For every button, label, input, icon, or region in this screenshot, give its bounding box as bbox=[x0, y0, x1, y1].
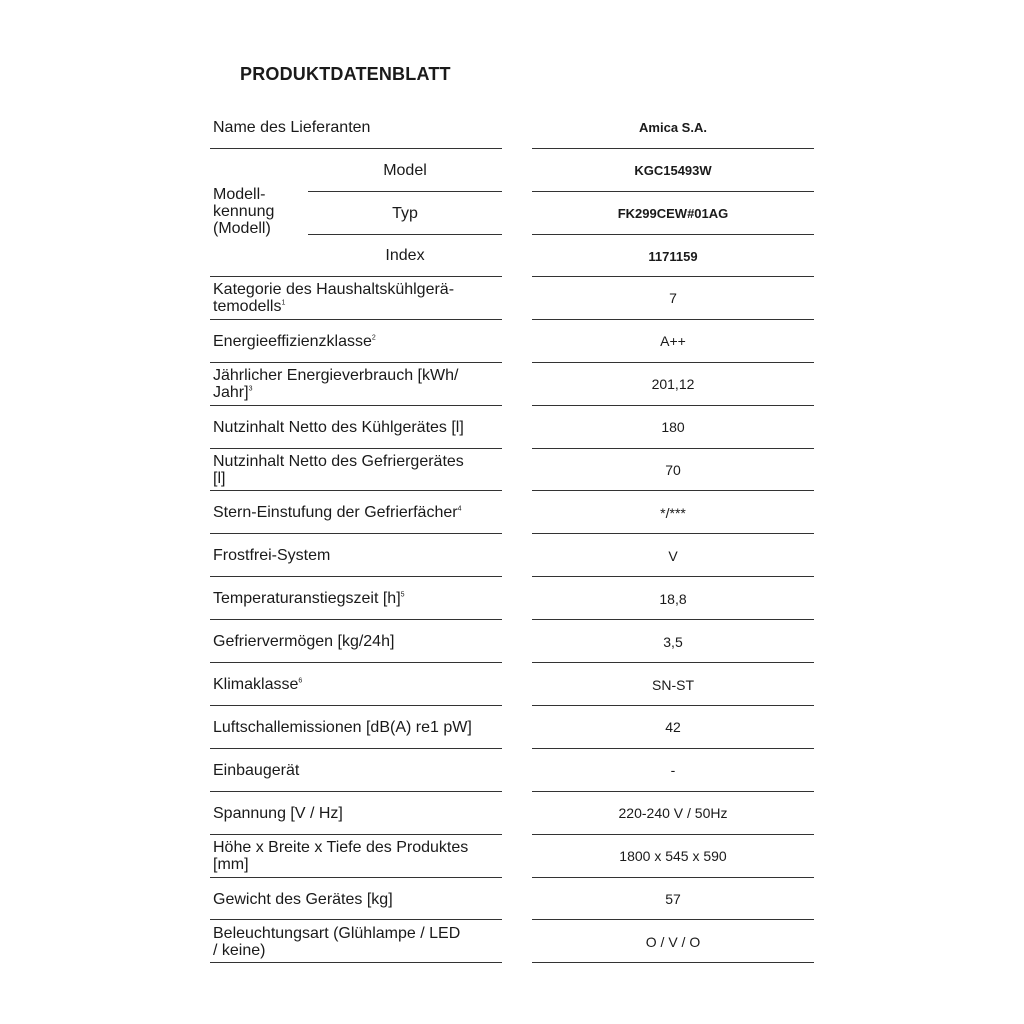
row-label-text: Energieeffizienzklasse bbox=[213, 332, 372, 350]
table-row bbox=[0, 406, 1024, 449]
table-row bbox=[0, 449, 1024, 492]
row-label bbox=[210, 878, 502, 921]
row-label bbox=[210, 363, 502, 406]
table-row bbox=[0, 363, 1024, 406]
supplier-value: Amica S.A. bbox=[639, 120, 707, 135]
table-row bbox=[0, 577, 1024, 620]
type-row bbox=[0, 192, 1024, 235]
row-value: 3,5 bbox=[663, 633, 683, 650]
row-value: O / V / O bbox=[645, 933, 701, 950]
index-label: Index bbox=[385, 247, 425, 264]
row-value: 57 bbox=[665, 891, 681, 908]
row-label-text: [mm] bbox=[213, 856, 249, 874]
row-label-text: Gefriervermögen [kg/24h] bbox=[213, 633, 395, 651]
supplier-label: Name des Lieferanten bbox=[213, 119, 371, 136]
type-label: Typ bbox=[392, 204, 418, 222]
row-label bbox=[210, 577, 502, 620]
footnote-ref: 3 bbox=[248, 385, 253, 393]
row-value: 1800 x 545 x 590 bbox=[619, 848, 727, 865]
row-label-text: Luftschallemissionen [dB(A) re1 pW] bbox=[213, 718, 472, 736]
row-label bbox=[210, 406, 502, 449]
table-row bbox=[0, 620, 1024, 663]
row-label-text: Höhe x Breite x Tiefe des Produktes bbox=[213, 839, 469, 857]
model-group-label: Modell- kennung (Modell) bbox=[213, 186, 275, 237]
row-label bbox=[210, 921, 502, 964]
row-label-text: Jahr] bbox=[213, 384, 249, 402]
footnote-ref: 4 bbox=[457, 506, 462, 514]
row-value: 18,8 bbox=[659, 590, 687, 607]
row-label-text: [l] bbox=[213, 470, 226, 488]
row-label-text: Temperaturanstiegszeit [h] bbox=[213, 590, 401, 608]
supplier-row bbox=[0, 106, 1024, 149]
model-value: KGC15493W bbox=[634, 163, 712, 178]
table-row bbox=[0, 320, 1024, 363]
table-row bbox=[0, 749, 1024, 792]
row-value: 180 bbox=[661, 419, 685, 436]
row-value: - bbox=[670, 762, 676, 779]
row-label-text: / keine) bbox=[213, 941, 266, 959]
row-label-text: Frostfrei-System bbox=[213, 547, 331, 565]
row-value: 42 bbox=[665, 719, 681, 736]
table-row bbox=[0, 663, 1024, 706]
footnote-ref: 1 bbox=[281, 300, 286, 308]
row-value: A++ bbox=[660, 333, 686, 350]
table-row bbox=[0, 921, 1024, 964]
page-title: PRODUKTDATENBLATT bbox=[240, 64, 451, 84]
row-label bbox=[210, 492, 502, 535]
row-label bbox=[210, 620, 502, 663]
table-row bbox=[0, 792, 1024, 835]
footnote-ref: 5 bbox=[400, 591, 405, 599]
row-value: SN-ST bbox=[652, 676, 694, 693]
row-label bbox=[210, 277, 502, 320]
row-label-text: Beleuchtungsart (Glühlampe / LED bbox=[213, 924, 461, 942]
row-label bbox=[210, 663, 502, 706]
index-value: 1171159 bbox=[648, 248, 698, 264]
row-label-text: Spannung [V / Hz] bbox=[213, 804, 343, 822]
row-label-text: Nutzinhalt Netto des Kühlgerätes [l] bbox=[213, 418, 464, 436]
row-label-text: temodells bbox=[213, 298, 282, 316]
table-row bbox=[0, 706, 1024, 749]
row-label-text: Nutzinhalt Netto des Gefriergerätes bbox=[213, 453, 464, 471]
table-row bbox=[0, 878, 1024, 921]
table-row bbox=[0, 534, 1024, 577]
row-label bbox=[210, 792, 502, 835]
divider bbox=[532, 962, 814, 963]
row-label-text: Klimaklasse bbox=[213, 676, 299, 694]
row-label bbox=[210, 534, 502, 577]
model-row bbox=[0, 149, 1024, 192]
row-value: 70 bbox=[665, 462, 681, 479]
table-row bbox=[0, 277, 1024, 320]
table-row bbox=[0, 492, 1024, 535]
row-value: */*** bbox=[660, 504, 686, 521]
row-label-text: Stern-Einstufung der Gefrierfächer bbox=[213, 504, 458, 522]
type-value: FK299CEW#01AG bbox=[617, 206, 729, 221]
row-label bbox=[210, 835, 502, 878]
table-row bbox=[0, 835, 1024, 878]
row-label-text: Einbaugerät bbox=[213, 761, 300, 779]
row-label-text: Gewicht des Gerätes [kg] bbox=[213, 890, 393, 908]
index-row bbox=[0, 235, 1024, 277]
row-value: 220-240 V / 50Hz bbox=[618, 805, 728, 822]
row-label bbox=[210, 749, 502, 792]
footnote-ref: 2 bbox=[371, 334, 376, 342]
row-value: 7 bbox=[669, 290, 677, 307]
row-label-text: Jährlicher Energieverbrauch [kWh/ bbox=[213, 367, 459, 385]
row-label bbox=[210, 320, 502, 363]
row-label bbox=[210, 449, 502, 492]
row-label-text: Kategorie des Haushaltskühlgerä- bbox=[213, 281, 455, 299]
divider bbox=[210, 962, 502, 963]
row-value: V bbox=[668, 547, 678, 564]
footnote-ref: 6 bbox=[298, 677, 303, 685]
row-label bbox=[210, 706, 502, 749]
row-value: 201,12 bbox=[651, 376, 695, 393]
model-label: Model bbox=[383, 161, 427, 179]
